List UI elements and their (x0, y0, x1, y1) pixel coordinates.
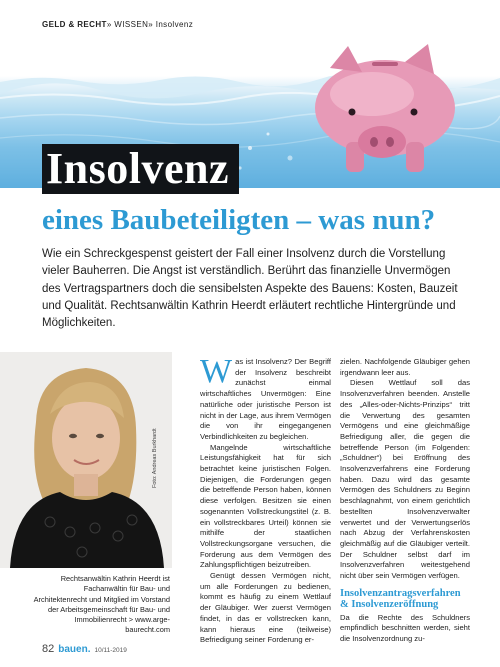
author-portrait (0, 352, 172, 568)
body-column-2 (340, 357, 470, 645)
body-paragraph: Mangelnde wirtschaftliche Leistungsfähigkeit hat für sich betrachtet keine juristischen Folgen. Diejenigen, die Forderungen gegen die betreffende Person haben, können diese verfolgen. Besitzen sie einen sogenannten Vollstreckungstitel (z. B. ein vollstreckbares Urteil) können sie mithilfe der staatlichen Vollstreckungsorgane versuchen, die Forderung aus dem Vermögen des Zahlungspflichtigen beizutreiben. (200, 442, 331, 570)
body-paragraph: zielen. Nachfolgende Gläubiger gehen irgendwann leer aus. (340, 357, 470, 377)
portrait-caption: Rechtsanwältin Kathrin Heerdt ist Fachanwältin für Bau- und Architektenrecht und Mitglied im Vorstand der Arbeitsgemeinschaft für Bau- und Immobilienrecht > www.arge-baurecht.com (33, 574, 170, 635)
body-column-1 (200, 353, 331, 646)
kicker-path: » WISSEN» Insolvenz (106, 20, 194, 29)
body-paragraph: Da die Rechte des Schuldners empfindlich beschnitten werden, sieht die Insolvenzordnung zu- (340, 612, 470, 644)
body-paragraph: Was ist Insolvenz? Der Begriff der Insolvenz beschreibt zunächst einmal wirtschaftliches Unvermögen: Eine natürliche oder juristische Person ist nicht in der Lage, aus ihrem Vermögen die von ihr eingegangenen Verbindlichkeiten zu begleichen. (200, 353, 331, 441)
headline: Insolvenz (46, 144, 229, 193)
subheadline: eines Baubeteiligten – was nun? (42, 204, 436, 236)
issue-date: 10/11-2019 (94, 647, 127, 654)
lead-paragraph: Wie ein Schreckgespenst geistert der Fall einer Insolvenz durch die Vorstellung vieler Bauherren. Die Angst ist verständlich. Berührt das finanzielle Unvermögen des Vertragspartners doch die sensibelsten Aspekte des Bauens: Kosten, Bauzeit und Qualität. Rechtsanwältin Kathrin Heerdt erläutert rechtliche Hintergründe und Möglichkeiten. (42, 248, 458, 330)
drop-cap: W (200, 353, 233, 390)
page-number: 82 (42, 643, 55, 655)
section-kicker (42, 20, 193, 29)
photo-credit: Foto: Andreas Burkhardt (152, 428, 158, 488)
portrait-illustration (0, 352, 172, 568)
body-paragraph: Genügt dessen Vermögen nicht, um alle Forderungen zu bedienen, kommt es häufig zu einem Wettlauf der Gläubiger. Wer zuerst Vermögen findet, in das er vollstrecken kann, kann hieraus eine (teilweise) Befriedigung seiner Forderung er- (200, 571, 331, 645)
section-heading: Insolvenzantragsverfahren & Insolvenzeröffnung (340, 587, 461, 611)
page-footer (42, 643, 127, 655)
headline-box (42, 144, 239, 194)
body-paragraph: Diesen Wettlauf soll das Insolvenzverfahren beenden. Anstelle des „Alles-oder-Nichts-Prinzips“ tritt die Verwertung des gesamten Vermögens und eine gleichmäßige Befriedigung aller, die gegen die betreffende Person (im Folgenden: „Schuldner“) bei Eröffnung des Insolvenzverfahrens eine Forderung haben. Dazu wird das gesamte Vermögen des Schuldners zu Beginn beschlagnahmt, von einem gerichtlich bestellten Insolvenzverwalter verwertet und der Verwertungserlös nach Abzug der Verfahrenskosten gleichmäßig auf die Gläubiger verteilt. Der Schuldner selbst darf im Insolvenzverfahren weitestgehend nicht über sein Vermögen verfügen. (340, 378, 470, 581)
kicker-section: GELD & RECHT (42, 20, 107, 29)
magazine-name: bauen. (58, 644, 91, 655)
